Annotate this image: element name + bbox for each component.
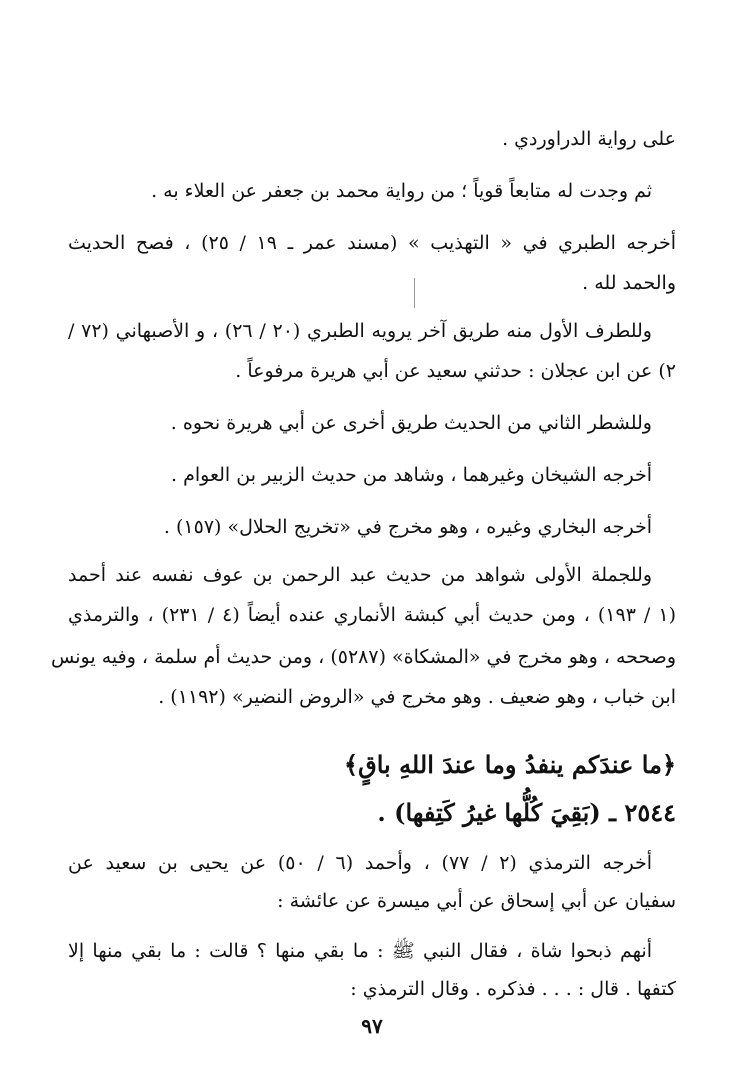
hadith-heading: ٢٥٤٤ ـ (بَقِيَ كُلُّها غيرُ كَتِفها) . (377, 798, 676, 827)
text-line-4: والحمد لله . (582, 272, 676, 294)
text-line-14: أخرجه الترمذي (٢ / ٧٧) ، وأحمد (٦ / ٥٠) عن يحيى بن سعيد عن (68, 852, 652, 874)
text-line-15: سفيان عن أبي إسحاق عن أبي ميسرة عن عائشة : (277, 890, 676, 912)
text-line-2: ثم وجدت له متابعاً قوياً ؛ من رواية محمد بن جعفر عن العلاء به . (151, 180, 652, 202)
text-line-9: أخرجه البخاري وغيره ، وهو مخرج في «تخريج الحلال» (١٥٧) . (163, 516, 652, 538)
page-number: ٩٧ (361, 1014, 383, 1038)
text-line-6: ٢) عن ابن عجلان : حدثني سعيد عن أبي هريرة مرفوعاً . (235, 360, 676, 382)
quran-verse: ﴿ما عندَكم ينفدُ وما عندَ اللهِ باقٍ﴾ (344, 750, 676, 779)
text-line-5: وللطرف الأول منه طريق آخر يرويه الطبري (٢٠ / ٢٦) ، و الأصبهاني (٧٢ / (68, 320, 652, 342)
text-line-8: أخرجه الشيخان وغيرهما ، وشاهد من حديث الزبير بن العوام . (171, 464, 652, 486)
text-line-11: (١ / ١٩٣) ، ومن حديث أبي كبشة الأنماري عنده أيضاً (٤ / ٢٣١) ، والترمذي (68, 604, 676, 626)
scan-artifact-rule (414, 278, 415, 308)
text-line-12: وصححه ، وهو مخرج في «المشكاة» (٥٢٨٧) ، ومن حديث أم سلمة ، وفيه يونس (51, 646, 676, 668)
text-line-17: كتفها . قال : . . . فذكره . وقال الترمذي : (350, 978, 676, 1000)
text-line-10: وللجملة الأولى شواهد من حديث عبد الرحمن بن عوف نفسه عند أحمد (68, 564, 652, 586)
text-line-13: ابن خباب ، وهو ضعيف . وهو مخرج في «الروض النضير» (١١٩٢) . (158, 686, 676, 708)
text-line-7: وللشطر الثاني من الحديث طريق أخرى عن أبي هريرة نحوه . (170, 412, 652, 434)
text-line-16: أنهم ذبحوا شاة ، فقال النبي ﷺ : ما بقي منها ؟ قالت : ما بقي منها إلا (68, 940, 652, 962)
text-line-3: أخرجه الطبري في « التهذيب » (مسند عمر ـ ١٩ / ٢٥) ، فصح الحديث (68, 232, 676, 254)
text-line-1: على رواية الدراوردي . (502, 128, 676, 150)
